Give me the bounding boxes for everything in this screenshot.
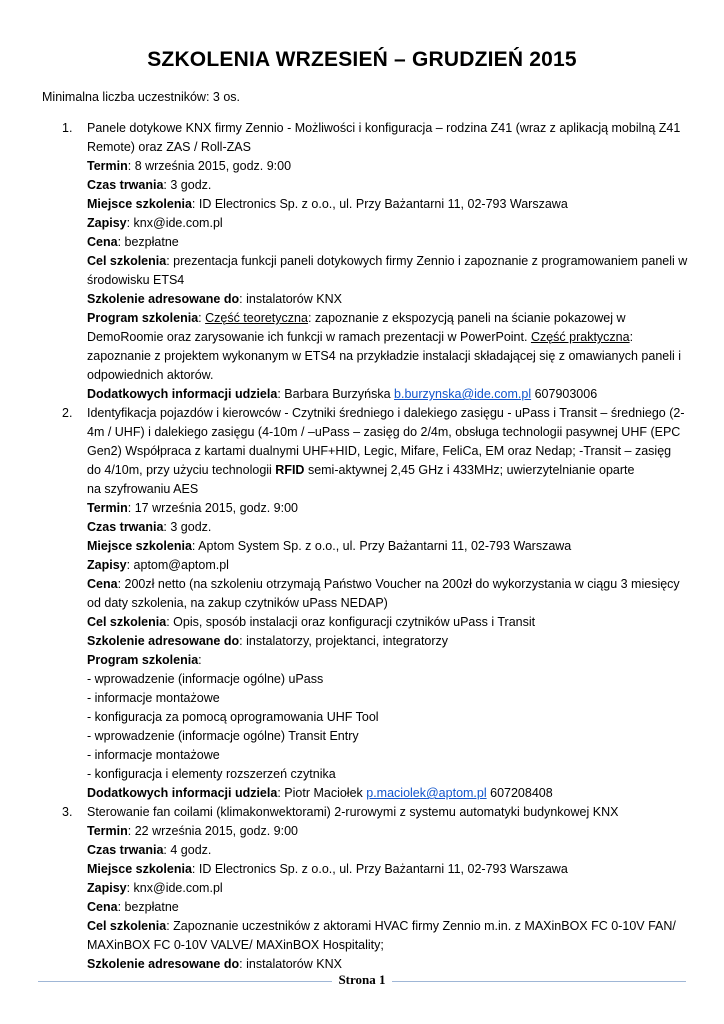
audience-value: : instalatorów KNX xyxy=(239,957,342,971)
training-heading: Panele dotykowe KNX firmy Zennio - Możliwości i konfiguracja – rodzina Z41 (wraz z aplikacją mobilną Z41 Remote) oraz ZAS / Roll-ZAS xyxy=(87,121,681,154)
program-sep: : xyxy=(198,311,206,325)
program-theory: : zapoznanie z ekspozycją paneli na ścianie pokazowej w DemoRoomie oraz zarysowanie ich funkcji w ramach prezentacji w PowerPoint. xyxy=(87,311,626,344)
contact-name: : Piotr Maciołek xyxy=(277,786,367,800)
location-value: : ID Electronics Sp. z o.o., ul. Przy Bażantarni 11, 02-793 Warszawa xyxy=(191,862,568,876)
training-item-3 xyxy=(62,803,688,974)
goal-value: : Zapoznanie uczestników z aktorami HVAC firmy Zennio m.in. z MAXinBOX FC 0-10V FAN/ MAXinBOX FC 0-10V VALVE/ MAXinBOX Hospitality; xyxy=(87,919,676,952)
price-value: : bezpłatne xyxy=(117,900,179,914)
contact-phone: 607208408 xyxy=(486,786,553,800)
min-participants: Minimalna liczba uczestników: 3 os. xyxy=(42,90,240,104)
termin-label: Termin xyxy=(87,824,128,838)
signup-value: : knx@ide.com.pl xyxy=(126,881,223,895)
program-point: - informacje montażowe xyxy=(87,748,220,762)
page-footer xyxy=(0,972,724,988)
program-practice: : zapoznanie z projektem wykonanym w ETS4 na przykładzie instalacji składającej się z omawianych paneli i odpowiednich aktorów. xyxy=(87,330,682,382)
program-point: - wprowadzenie (informacje ogólne) uPass xyxy=(87,672,324,686)
duration-label: Czas trwania xyxy=(87,843,164,857)
price-value: : 200zł netto (na szkoleniu otrzymają Państwo Voucher na 200zł do wykorzystania w ciągu 3 miesięcy od daty szkolenia, na zakup czytników uPass NEDAP) xyxy=(87,577,680,610)
heading-part: Identyfikacja pojazdów i kierowców - Czytniki średniego i dalekiego zasięgu - uPass i Transit – średniego (2-4m / UHF) i dalekiego zasięgu (4-10m / –uPass – zasięg do 2/4m, obsługa technologii pasywnej UHF (EPC Gen2) Współpraca z kartami dualnymi UHF+HID, Legic, Mifare, FeliCa, EM oraz Nedap; -Transit – zasięg do 4/10m, przy użyciu technologii xyxy=(87,406,685,477)
location-label: Miejsce szkolenia xyxy=(87,862,192,876)
goal-label: Cel szkolenia xyxy=(87,615,167,629)
price-value: : bezpłatne xyxy=(117,235,179,249)
audience-label: Szkolenie adresowane do xyxy=(87,292,240,306)
program-sep: : xyxy=(198,653,202,667)
termin-value: : 8 września 2015, godz. 9:00 xyxy=(127,159,292,173)
heading-part: semi-aktywnej 2,45 GHz i 433MHz; uwierzytelnianie oparte xyxy=(304,463,635,477)
program-point: - konfiguracja i elementy rozszerzeń czytnika xyxy=(87,767,336,781)
program-practice-label: Część praktyczna xyxy=(530,330,630,344)
program-label: Program szkolenia xyxy=(87,311,199,325)
contact-phone: 607903006 xyxy=(531,387,598,401)
contact-email-link[interactable]: b.burzynska@ide.com.pl xyxy=(394,387,532,401)
audience-label: Szkolenie adresowane do xyxy=(87,957,240,971)
training-item-2 xyxy=(62,404,688,803)
signup-label: Zapisy xyxy=(87,216,127,230)
program-point: - wprowadzenie (informacje ogólne) Transit Entry xyxy=(87,729,359,743)
signup-label: Zapisy xyxy=(87,881,127,895)
audience-value: : instalatorzy, projektanci, integratorzy xyxy=(239,634,449,648)
item-number: 2. xyxy=(62,406,73,420)
duration-value: : 4 godz. xyxy=(163,843,212,857)
training-list xyxy=(62,119,688,974)
duration-value: : 3 godz. xyxy=(163,520,212,534)
duration-label: Czas trwania xyxy=(87,520,164,534)
location-label: Miejsce szkolenia xyxy=(87,539,192,553)
goal-label: Cel szkolenia xyxy=(87,254,167,268)
price-label: Cena xyxy=(87,577,118,591)
termin-value: : 22 września 2015, godz. 9:00 xyxy=(127,824,299,838)
location-label: Miejsce szkolenia xyxy=(87,197,192,211)
signup-label: Zapisy xyxy=(87,558,127,572)
contact-name: : Barbara Burzyńska xyxy=(277,387,395,401)
audience-label: Szkolenie adresowane do xyxy=(87,634,240,648)
location-value: : ID Electronics Sp. z o.o., ul. Przy Bażantarni 11, 02-793 Warszawa xyxy=(191,197,568,211)
contact-label: Dodatkowych informacji udziela xyxy=(87,786,278,800)
duration-value: : 3 godz. xyxy=(163,178,212,192)
termin-value: : 17 września 2015, godz. 9:00 xyxy=(127,501,299,515)
training-heading: Sterowanie fan coilami (klimakonwektorami) 2-rurowymi z systemu automatyki budynkowej KNX xyxy=(87,805,619,819)
contact-email-link[interactable]: p.maciolek@aptom.pl xyxy=(366,786,487,800)
termin-label: Termin xyxy=(87,159,128,173)
contact-label: Dodatkowych informacji udziela xyxy=(87,387,278,401)
heading-rfid: RFID xyxy=(275,463,305,477)
training-heading-cont: na szyfrowaniu AES xyxy=(87,482,199,496)
signup-value: : knx@ide.com.pl xyxy=(126,216,223,230)
goal-value: : Opis, sposób instalacji oraz konfiguracji czytników uPass i Transit xyxy=(166,615,536,629)
program-theory-label: Część teoretyczna xyxy=(205,311,308,325)
goal-value: : prezentacja funkcji paneli dotykowych firmy Zennio i zapoznanie z programowaniem paneli w środowisku ETS4 xyxy=(87,254,688,287)
signup-value: : aptom@aptom.pl xyxy=(126,558,229,572)
program-point: - informacje montażowe xyxy=(87,691,220,705)
goal-label: Cel szkolenia xyxy=(87,919,167,933)
training-heading xyxy=(87,404,688,480)
duration-label: Czas trwania xyxy=(87,178,164,192)
training-item-1 xyxy=(62,119,688,404)
price-label: Cena xyxy=(87,235,118,249)
program-point: - konfiguracja za pomocą oprogramowania UHF Tool xyxy=(87,710,379,724)
termin-label: Termin xyxy=(87,501,128,515)
page-title: SZKOLENIA WRZESIEŃ – GRUDZIEŃ 2015 xyxy=(147,48,577,71)
page-number: Strona 1 xyxy=(332,972,391,987)
item-number: 1. xyxy=(62,121,73,135)
price-label: Cena xyxy=(87,900,118,914)
item-number: 3. xyxy=(62,805,73,819)
program-label: Program szkolenia xyxy=(87,653,199,667)
audience-value: : instalatorów KNX xyxy=(239,292,342,306)
location-value: : Aptom System Sp. z o.o., ul. Przy Bażantarni 11, 02-793 Warszawa xyxy=(191,539,572,553)
